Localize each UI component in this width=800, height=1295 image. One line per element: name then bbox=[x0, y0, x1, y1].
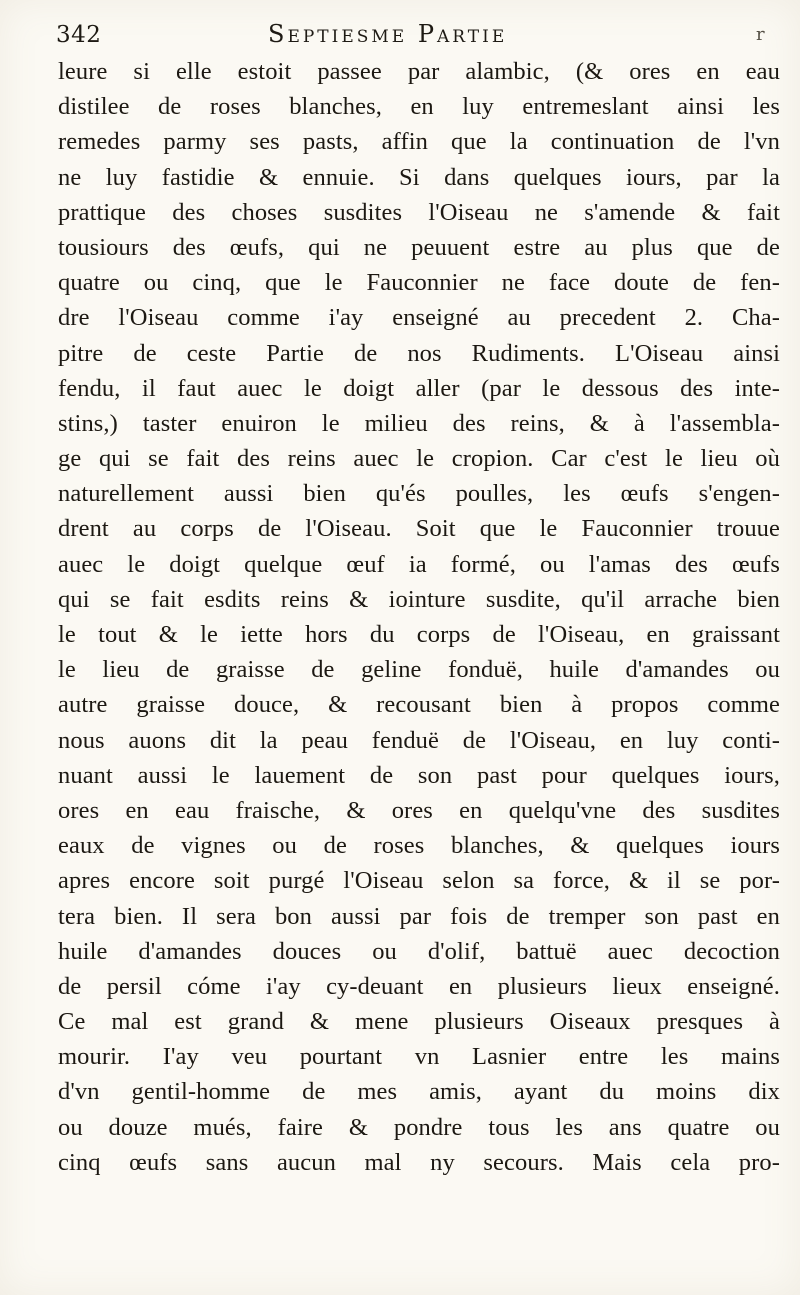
text-line: cinq œufs sans aucun mal ny secours. Mais cela pro- bbox=[58, 1148, 780, 1176]
text-line: quatre ou cinq, que le Fauconnier ne face doute de fen- bbox=[58, 269, 780, 297]
text-line: leure si elle estoit passee par alambic, (& ores en eau bbox=[58, 58, 780, 85]
text-line: mourir. I'ay veu pourtant vn Lasnier entre les mains bbox=[58, 1043, 780, 1071]
text-line: nuant aussi le lauement de son past pour quelques iours, bbox=[58, 761, 780, 789]
text-line: stins,) taster enuiron le milieu des reins, & à l'assembla- bbox=[58, 409, 780, 437]
text-line: d'vn gentil-homme de mes amis, ayant du moins dix bbox=[58, 1078, 780, 1106]
corner-mark: r bbox=[756, 24, 765, 45]
text-line: pitre de ceste Partie de nos Rudiments. L'Oiseau ainsi bbox=[58, 339, 780, 367]
body-text bbox=[58, 54, 780, 1180]
text-line: ores en eau fraische, & ores en quelqu'vne des susdites bbox=[58, 796, 780, 824]
text-line: auec le doigt quelque œuf ia formé, ou l'amas des œufs bbox=[58, 550, 780, 578]
text-line: de persil cóme i'ay cy-deuant en plusieurs lieux enseigné. bbox=[58, 972, 780, 1000]
text-line: huile d'amandes douces ou d'olif, battuë auec decoction bbox=[58, 937, 780, 965]
text-line: ne luy fastidie & ennuie. Si dans quelques iours, par la bbox=[58, 163, 780, 191]
text-line: eaux de vignes ou de roses blanches, & quelques iours bbox=[58, 832, 780, 860]
text-line: dre l'Oiseau comme i'ay enseigné au precedent 2. Cha- bbox=[58, 304, 780, 332]
text-line: fendu, il faut auec le doigt aller (par le dessous des inte- bbox=[58, 374, 780, 402]
text-line: le tout & le iette hors du corps de l'Oiseau, en graissant bbox=[58, 621, 780, 648]
text-line: ge qui se fait des reins auec le cropion. Car c'est le lieu où bbox=[58, 445, 780, 473]
text-line: le lieu de graisse de geline fonduë, huile d'amandes ou bbox=[58, 656, 780, 684]
text-line: nous auons dit la peau fenduë de l'Oiseau, en luy conti- bbox=[58, 726, 780, 754]
running-head: Septiesme Partie bbox=[268, 20, 508, 48]
text-line: distilee de roses blanches, en luy entremeslant ainsi les bbox=[58, 93, 780, 121]
text-line: ou douze mués, faire & pondre tous les ans quatre ou bbox=[58, 1113, 780, 1141]
page-header bbox=[56, 18, 776, 54]
text-line: Ce mal est grand & mene plusieurs Oiseaux presques à bbox=[58, 1008, 780, 1036]
text-line: apres encore soit purgé l'Oiseau selon sa force, & il se por- bbox=[58, 867, 780, 895]
text-line: qui se fait esdits reins & iointure susdite, qu'il arrache bien bbox=[58, 585, 780, 613]
text-line: naturellement aussi bien qu'és poulles, les œufs s'engen- bbox=[58, 480, 780, 508]
text-line: remedes parmy ses pasts, affin que la continuation de l'vn bbox=[58, 128, 780, 156]
page-number: 342 bbox=[56, 22, 102, 48]
text-line: tera bien. Il sera bon aussi par fois de tremper son past en bbox=[58, 902, 780, 930]
text-line: autre graisse douce, & recousant bien à propos comme bbox=[58, 691, 780, 719]
text-line: prattique des choses susdites l'Oiseau ne s'amende & fait bbox=[58, 198, 780, 226]
text-line: drent au corps de l'Oiseau. Soit que le Fauconnier trouue bbox=[58, 515, 780, 543]
text-line: tousiours des œufs, qui ne peuuent estre au plus que de bbox=[58, 233, 780, 261]
